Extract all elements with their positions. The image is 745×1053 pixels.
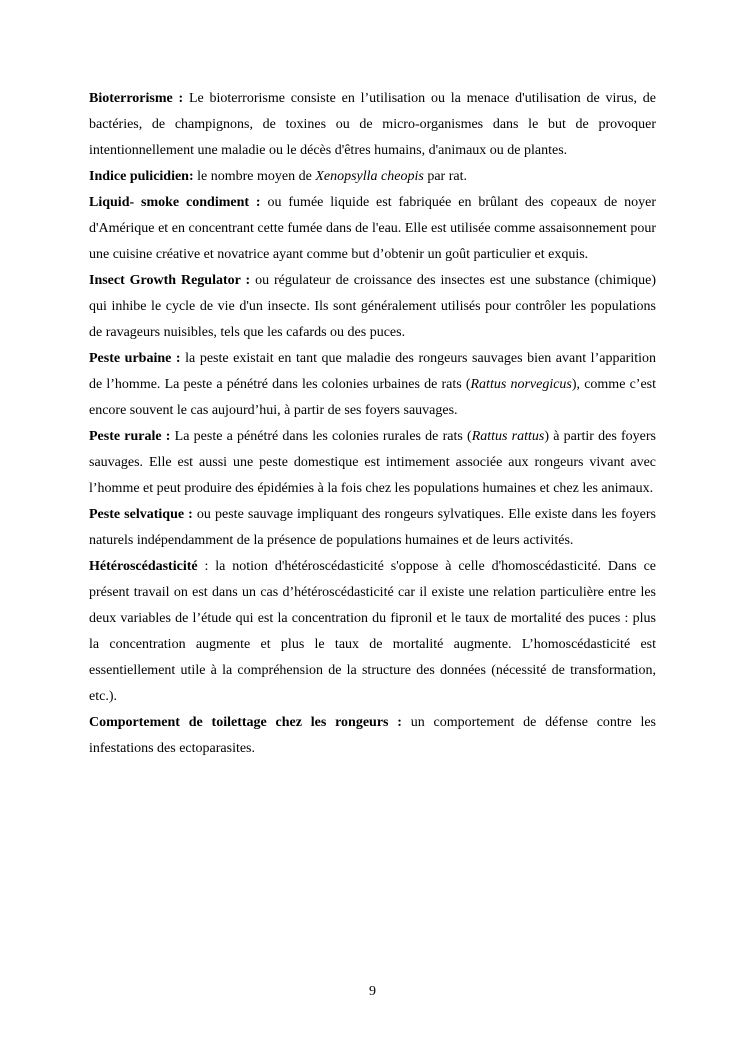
glossary-definition: ou fumée liquide est fabriquée en brûlant des copeaux de noyer d'Amérique et en concentrant cette fumée dans de l'eau. Elle est utilisée comme assaisonnement pour une cuisine créative et novatrice ayant comme but d’obtenir un goût particulier et exquis. (89, 195, 656, 262)
glossary-entry-peste-rurale (89, 424, 656, 502)
species-name: Xenopsylla cheopis (315, 169, 424, 184)
glossary-term: Liquid- smoke condiment : (89, 195, 261, 210)
glossary-entry-indice-pulicidien (89, 164, 656, 190)
glossary-definition: ou peste sauvage impliquant des rongeurs sylvatiques. Elle existe dans les foyers naturels indépendamment de la présence de populations humaines et de leurs activités. (89, 507, 656, 548)
glossary-definition: le nombre moyen de (193, 169, 316, 184)
glossary-entry-insect-growth-regulator (89, 268, 656, 346)
glossary-entry-heteroscedasticite (89, 554, 656, 710)
glossary-term: Peste rurale : (89, 429, 171, 444)
glossary-term: Insect Growth Regulator : (89, 273, 251, 288)
glossary-body (89, 86, 656, 762)
glossary-definition-end: ) à partir des foyers sauvages. Elle est aussi une peste domestique est intimement associée aux rongeurs vivant avec l’homme et peut produire des épidémies à la fois chez les populations humaines et chez les animaux. (89, 429, 656, 496)
glossary-term: Peste urbaine : (89, 351, 181, 366)
glossary-entry-peste-selvatique (89, 502, 656, 554)
glossary-entry-liquid-smoke (89, 190, 656, 268)
glossary-definition: La peste a pénétré dans les colonies rurales de rats ( (170, 429, 472, 444)
glossary-entry-comportement-toilettage (89, 710, 656, 762)
glossary-term: Comportement de toilettage chez les rongeurs : (89, 715, 402, 730)
glossary-definition: un comportement de défense contre les infestations des ectoparasites. (89, 715, 657, 756)
glossary-term: Bioterrorisme : (89, 91, 184, 106)
glossary-definition-end: par rat. (423, 169, 467, 184)
species-name: Rattus rattus (471, 429, 545, 444)
glossary-definition: la peste existait en tant que maladie des rongeurs sauvages bien avant l’apparition de l’homme. La peste a pénétré dans les colonies urbaines de rats ( (89, 351, 656, 392)
page-number: 9 (369, 984, 376, 999)
glossary-term: Peste selvatique : (89, 507, 193, 522)
glossary-definition: Le bioterrorisme consiste en l’utilisation ou la menace d'utilisation de virus, de bactéries, de champignons, de toxines ou de micro-organismes dans le but de provoquer intentionnellement une maladie ou le décès d'êtres humains, d'animaux ou de plantes. (89, 91, 657, 158)
glossary-definition-end: ), comme c’est encore souvent le cas aujourd’hui, à partir de ses foyers sauvages. (89, 377, 656, 418)
glossary-term: Hétéroscédasticité (89, 559, 198, 574)
glossary-term: Indice pulicidien: (89, 169, 194, 184)
glossary-definition: ou régulateur de croissance des insectes est une substance (chimique) qui inhibe le cycle de vie d'un insecte. Ils sont généralement utilisés pour contrôler les populations de ravageurs nuisibles, tels que les cafards ou des puces. (89, 273, 657, 340)
species-name: Rattus norvegicus (470, 377, 572, 392)
glossary-definition: : la notion d'hétéroscédasticité s'oppose à celle d'homoscédasticité. Dans ce présent travail on est dans un cas d’hétéroscédasticité car il existe une relation particulière entre les deux variables de l’étude qui est la concentration du fipronil et le taux de mortalité des puces : plus la concentration augmente et plus le taux de mortalité augmente. L’homoscédasticité est essentiellement utile à la compréhension de la structure des données (nécessité de transformation, etc.). (89, 559, 656, 704)
glossary-entry-peste-urbaine (89, 346, 656, 424)
glossary-entry-bioterrorisme (89, 86, 656, 164)
